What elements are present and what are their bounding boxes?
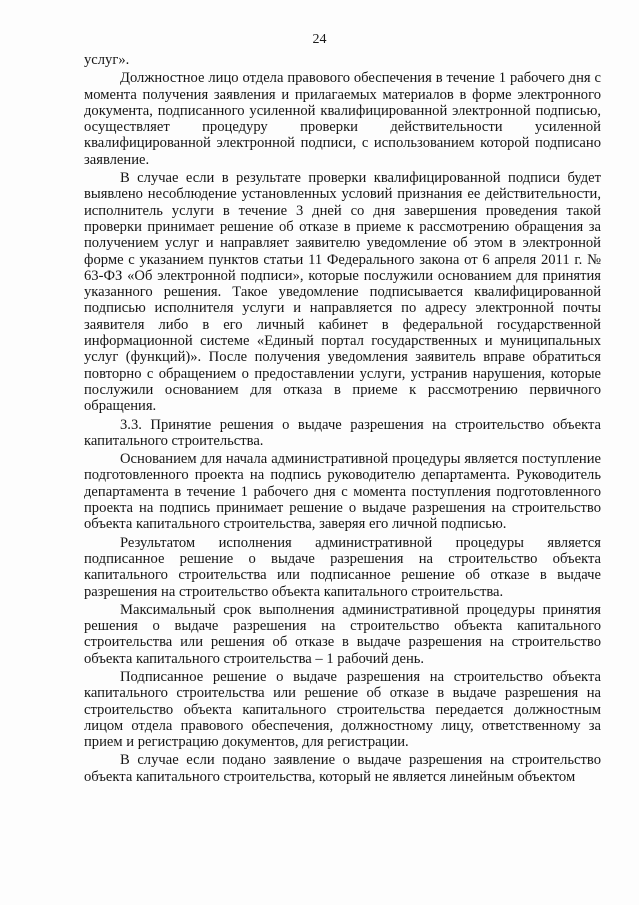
- paragraph-procedure-basis: Основанием для начала административной процедуры является поступление подготовленного проекта на подпись руководителю департамента. Руководитель департамента в течение 1 рабочего дня с момента поступления подготовленного проекта на подпись принимает решение о выдаче разрешения на строительство объекта капитального строительства, заверяя его личной подписью.: [84, 451, 601, 533]
- section-heading-3-3: 3.3. Принятие решения о выдаче разрешения на строительство объекта капитального строительства.: [84, 416, 601, 449]
- paragraph-linear-object: В случае если подано заявление о выдаче разрешения на строительство объекта капитального строительства, который не является линейным объектом: [84, 752, 601, 785]
- paragraph-max-term: Максимальный срок выполнения административной процедуры принятия решения о выдаче разрешения на строительство объекта капитального строительства или решения об отказе в выдаче разрешения на строительство объекта капитального строительства – 1 рабочий день.: [84, 601, 601, 667]
- paragraph-refusal-notice: В случае если в результате проверки квалифицированной подписи будет выявлено несоблюдение установленных условий признания ее действительности, исполнитель услуги в течение 3 дней со дня завершения проведения такой проверки принимает решение об отказе в приеме к рассмотрению обращения за получением услуг и направляет заявителю уведомление об этом в электронной форме с указанием пунктов статьи 11 Федерального закона от 6 апреля 2011 г. № 63-ФЗ «Об электронной подписи», которые послужили основанием для принятия указанного решения. Такое уведомление подписывается квалифицированной подписью исполнителя услуги и направляется по адресу электронной почты заявителя либо в его личный кабинет в федеральной государственной информационной системе «Единый портал государственных и муниципальных услуг (функций)». После получения уведомления заявитель вправе обратиться повторно с обращением о предоставлении услуги, устранив нарушения, которые послужили основанием для отказа в приеме к рассмотрению первичного обращения.: [84, 170, 601, 415]
- document-body: [84, 52, 601, 787]
- paragraph-signature-check: Должностное лицо отдела правового обеспечения в течение 1 рабочего дня с момента получения заявления и прилагаемых материалов в форме электронного документа, подписанного усиленной квалифицированной электронной подписью, осуществляет процедуру проверки действительности усиленной квалифицированной электронной подписи, с использованием которой подписано заявление.: [84, 70, 601, 168]
- paragraph-procedure-result: Результатом исполнения административной процедуры является подписанное решение о выдаче разрешения на строительство объекта капитального строительства или подписанное решение об отказе в выдаче разрешения на строительство объекта капитального строительства.: [84, 534, 601, 600]
- paragraph-signed-decision: Подписанное решение о выдаче разрешения на строительство объекта капитального строительства или решение об отказе в выдаче разрешения на строительство объекта капитального строительства передается должностным лицом отдела правового обеспечения, должностному лицу, ответственному за прием и регистрацию документов, для регистрации.: [84, 668, 601, 751]
- page-number: 24: [312, 32, 327, 47]
- paragraph-continuation: услуг».: [84, 52, 130, 68]
